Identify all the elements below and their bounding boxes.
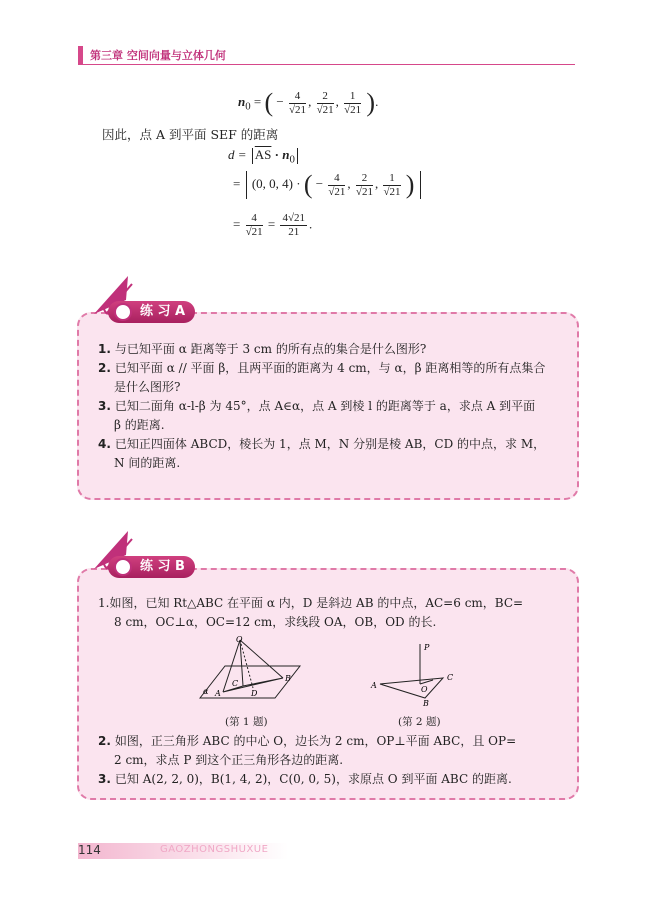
- fraction-den: √21: [344, 103, 362, 116]
- exercise-b-items-2-3: [98, 732, 558, 789]
- abs-bar: [246, 171, 247, 199]
- item-text: 已知二面角 α-l-β 为 45°，点 A∈α，点 A 到棱 l 的距离等于 a，求点 A 到平面: [114, 399, 536, 413]
- tab-badge-icon: [114, 303, 132, 321]
- fraction-num: 4: [328, 172, 345, 186]
- exercise-b-title: [108, 556, 195, 578]
- item-number: 1.: [98, 596, 110, 610]
- fig1-label-b: B: [285, 674, 291, 683]
- minus-sign: −: [276, 93, 284, 109]
- distance-intro: 因此，点 A 到平面 SEF 的距离: [102, 127, 279, 142]
- figure-1: [195, 636, 305, 706]
- item-text-cont: β 的距离.: [114, 418, 165, 432]
- chapter-header-mark: [78, 46, 83, 64]
- n0-symbol: n: [238, 93, 246, 109]
- item-text: 如图，已知 Rt△ABC 在平面 α 内，D 是斜边 AB 的中点，AC=6 cm，BC=: [109, 596, 524, 610]
- page-number: 114: [78, 843, 101, 857]
- figure-2: [365, 640, 465, 710]
- fig1-label-o: O: [236, 636, 243, 644]
- d-lhs: d =: [228, 147, 247, 162]
- item-number: 3.: [98, 399, 111, 413]
- exercise-a-title: [108, 301, 195, 323]
- item-text-cont: N 间的距离.: [114, 456, 181, 470]
- fig2-label-a: A: [371, 681, 377, 690]
- fig2-label-b: B: [423, 699, 429, 708]
- item-number: 4.: [98, 437, 111, 451]
- fig1-label-a: A: [215, 689, 221, 698]
- fraction-num: 2: [356, 172, 373, 186]
- exercise-a-item-2: [98, 359, 558, 397]
- n0-equation: $n_0$ = ( − $\frac{4}{√21}$ , $\frac{2}{√21}$ , $\frac{1}{√21}$ ).: [238, 88, 379, 117]
- fraction-den: √21: [355, 185, 373, 198]
- fig1-label-alpha: α: [203, 687, 209, 696]
- item-text-cont: 2 cm，求点 P 到这个正三角形各边的距离.: [114, 753, 344, 767]
- fraction-den: √21: [245, 226, 263, 238]
- footer-series: GAOZHONGSHUXUE: [160, 844, 269, 855]
- d-equation-step2: = (0, 0, 4) · ( − $\frac{4}{√21}$ , $\frac{2}{√21}$ , $\frac{1}{√21}$ ): [233, 170, 423, 200]
- exercise-a-item-4: [98, 435, 558, 473]
- n0-sub: 0: [245, 100, 251, 113]
- item-text-cont: 是什么图形?: [114, 380, 181, 394]
- abs-bar: [420, 171, 421, 199]
- final-fraction-1: [246, 212, 263, 239]
- eq-sign: =: [267, 216, 276, 232]
- fig2-label-c: C: [447, 673, 454, 682]
- fig1-label-d: D: [251, 689, 258, 698]
- abs-bar: [252, 148, 253, 164]
- fraction-den: √21: [289, 103, 307, 116]
- period: .: [309, 216, 313, 232]
- item-text: 与已知平面 α 距离等于 3 cm 的所有点的集合是什么图形?: [114, 342, 427, 356]
- fraction-b: [356, 172, 373, 199]
- fraction-num: 4√21: [282, 212, 306, 224]
- item-text: 已知 A(2, 2, 0)，B(1, 4, 2)，C(0, 0, 5)，求原点 O 到平面 ABC 的距离.: [114, 772, 512, 786]
- vector-as: $\overline{AS}$: [254, 147, 272, 162]
- item-text: 已知平面 α // 平面 β，且两平面的距离为 4 cm，与 α，β 距离相等的所有点集合: [114, 361, 546, 375]
- exercise-b-item-3: [98, 770, 558, 789]
- fraction-c: [383, 172, 400, 199]
- left-paren: (: [264, 88, 274, 117]
- exercise-a-item-3: [98, 397, 558, 435]
- fraction-a: [328, 172, 345, 199]
- item-text-cont: 8 cm，OC⊥α，OC=12 cm，求线段 OA，OB，OD 的长.: [114, 615, 437, 629]
- abs-bar: [297, 148, 298, 164]
- dot-op: ·: [274, 147, 279, 162]
- right-paren: ): [366, 88, 376, 117]
- item-text: 已知正四面体 ABCD，棱长为 1，点 M，N 分别是棱 AB，CD 的中点，求 M，: [114, 437, 546, 451]
- n0-sub: 0: [289, 153, 295, 166]
- fraction-num: 1: [344, 90, 361, 104]
- exercise-a-title-text: 练 习 A: [140, 304, 186, 319]
- chapter-title: 第三章 空间向量与立体几何: [90, 49, 226, 62]
- fig1-label-c: C: [232, 679, 239, 688]
- fraction-num: 1: [383, 172, 400, 186]
- item-number: 1.: [98, 342, 111, 356]
- fraction-den: √21: [316, 103, 334, 116]
- dot-op: ·: [296, 175, 301, 191]
- item-number: 2.: [98, 361, 111, 375]
- fig2-label-o: O: [421, 685, 428, 694]
- fig2-label-p: P: [424, 643, 430, 652]
- fraction-a: [289, 90, 306, 117]
- fraction-den: 21: [288, 226, 300, 238]
- eq-sign: =: [233, 216, 241, 232]
- fraction-den: √21: [328, 185, 346, 198]
- fraction-num: 4: [289, 90, 306, 104]
- d-equation-final: [233, 212, 312, 239]
- fraction-num: 4: [246, 212, 263, 226]
- d-equation: [228, 147, 300, 166]
- eq-sign: =: [233, 175, 241, 191]
- tab-badge-icon: [114, 558, 132, 576]
- exercise-a-list: [98, 340, 558, 473]
- eq-sign: =: [253, 93, 262, 109]
- exercise-b-title-text: 练 习 B: [140, 559, 185, 574]
- exercise-b-item-1: [98, 594, 558, 632]
- item-number: 3.: [98, 772, 111, 786]
- exercise-a-item-1: [98, 340, 558, 359]
- left-paren: (: [303, 170, 313, 199]
- fraction-den: √21: [383, 185, 401, 198]
- fraction-num: 2: [317, 90, 334, 104]
- right-paren: ): [405, 170, 415, 199]
- figure-2-caption: (第 2 题): [398, 716, 441, 728]
- period: .: [375, 93, 379, 109]
- item-text: 如图，正三角形 ABC 的中心 O，边长为 2 cm，OP⊥平面 ABC，且 OP=: [114, 734, 517, 748]
- n0-symbol: n: [282, 147, 290, 162]
- fraction-c: [344, 90, 361, 117]
- fraction-b: [317, 90, 334, 117]
- minus-sign: −: [315, 175, 324, 191]
- figure-1-caption: (第 1 题): [225, 716, 268, 728]
- final-fraction-2: [280, 212, 307, 239]
- vector-004: (0, 0, 4): [251, 175, 294, 191]
- item-number: 2.: [98, 734, 111, 748]
- exercise-b-item-2: [98, 732, 558, 770]
